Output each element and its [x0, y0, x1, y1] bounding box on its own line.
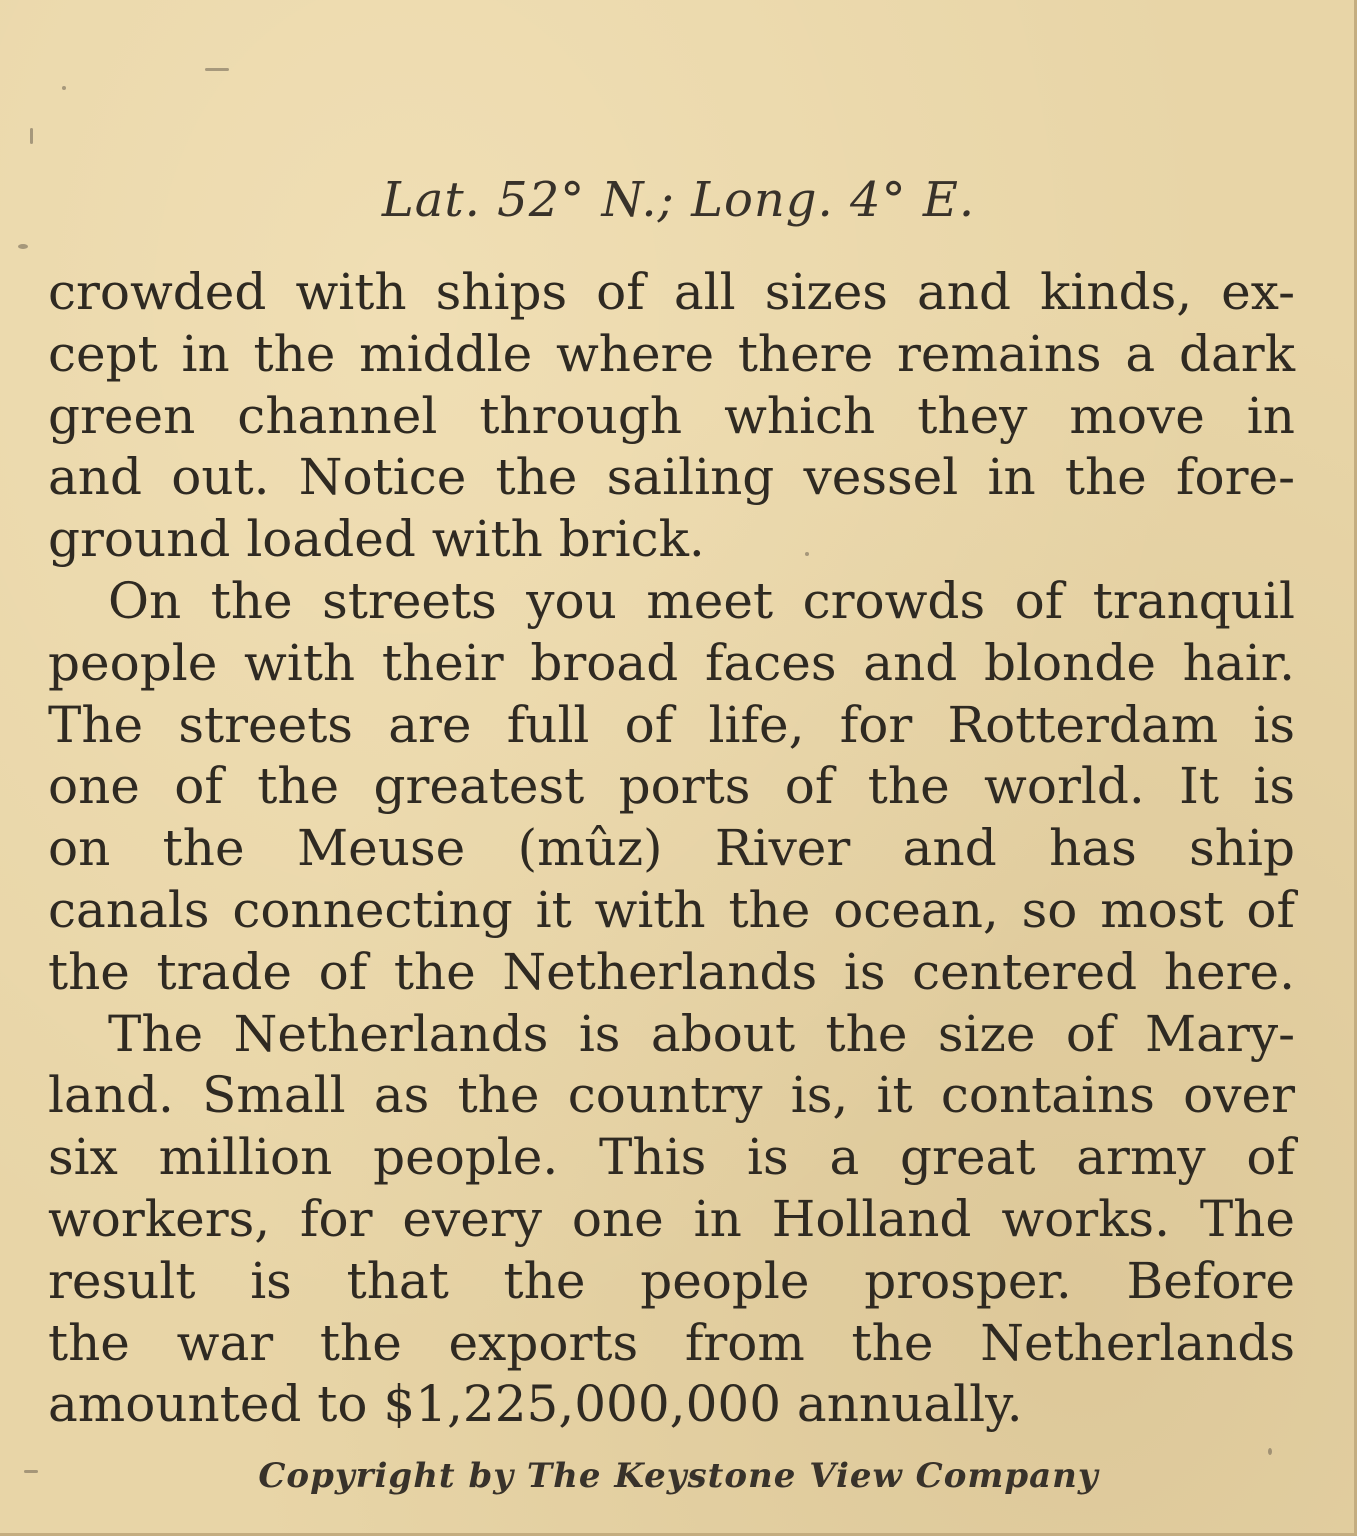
paper-speck: [18, 244, 28, 249]
text-line: and out. Notice the sailing vessel in the fore-: [48, 448, 1295, 507]
paragraph-2: [48, 571, 1295, 1004]
paragraph-3: [48, 1004, 1295, 1437]
text-line: on the Meuse (mûz) River and has ship: [48, 819, 1295, 878]
text-line: the war the exports from the Netherlands: [48, 1313, 1295, 1372]
paper-speck: [205, 68, 229, 71]
text-line: result is that the people prosper. Before: [48, 1251, 1295, 1310]
paper-speck: [62, 86, 66, 90]
text-line: amounted to $1,225,000,000 annually.: [48, 1375, 1023, 1434]
text-line: green channel through which they move in: [48, 386, 1295, 445]
text-line: six million people. This is a great army of: [48, 1128, 1295, 1187]
text-line: the trade of the Netherlands is centered here.: [48, 942, 1295, 1001]
text-line: The streets are full of life, for Rotterdam is: [48, 695, 1295, 754]
text-line: cept in the middle where there remains a dark: [48, 324, 1295, 383]
copyright-notice: Copyright by The Keystone View Company: [258, 1456, 1099, 1496]
paper-speck: [30, 128, 33, 144]
text-line: ground loaded with brick.: [48, 510, 705, 569]
coordinates-heading: Lat. 52° N.; Long. 4° E.: [381, 172, 976, 228]
text-line: land. Small as the country is, it contains over: [48, 1066, 1295, 1125]
text-line: one of the greatest ports of the world. It is: [48, 757, 1295, 816]
text-line: crowded with ships of all sizes and kinds, ex-: [48, 263, 1295, 321]
text-line: workers, for every one in Holland works. The: [48, 1189, 1295, 1248]
text-line: canals connecting it with the ocean, so most of: [48, 880, 1295, 939]
text-line: The Netherlands is about the size of Mary-: [108, 1004, 1295, 1063]
text-line: people with their broad faces and blonde hair.: [48, 633, 1295, 692]
text-line: On the streets you meet crowds of tranquil: [108, 571, 1295, 630]
body-text: [48, 262, 1295, 1436]
paragraph-1: [48, 262, 1295, 571]
